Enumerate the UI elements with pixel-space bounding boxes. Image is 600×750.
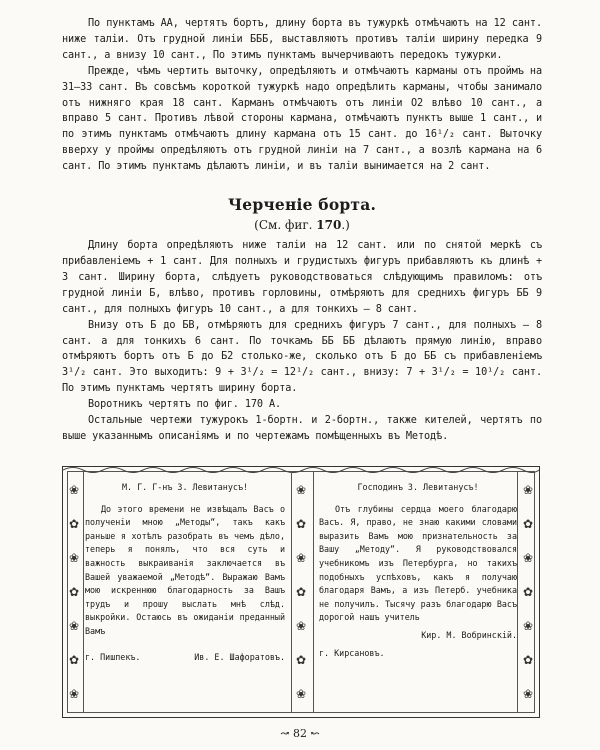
frame-ornament-right xyxy=(521,483,535,701)
flower-ornament-icon: ❀ xyxy=(522,483,534,497)
flower-ornament-icon: ❀ xyxy=(522,551,534,565)
letter-greeting: Господинъ З. Левитанусъ! xyxy=(357,482,479,492)
flower-ornament-icon: ✿ xyxy=(522,517,534,531)
frame-ornament-middle xyxy=(294,483,308,701)
flower-ornament-icon: ❀ xyxy=(68,619,80,633)
flower-ornament-icon: ❀ xyxy=(68,551,80,565)
paragraph-measure-below: Внизу отъ Б до БВ, отмѣряютъ для среднихъ фигуръ 7 сант., для полныхъ — 8 сант. а для тонкихъ 6 сант. По точкамъ ББ ББ дѣлаютъ прямую линію, вправо отмѣряютъ бортъ отъ Б до Б2 столько-же, сколько отъ Б до ББ съ прибавленіемъ 3¹/₂ сант. Это выходитъ: 9 + 3¹/₂ = 12¹/₂ сант., внизу: 7 + 3¹/₂ = 10¹/₂ сант. По этимъ пунктамъ чертятъ ширину борта. xyxy=(62,319,542,395)
page-number xyxy=(0,727,600,740)
letter-body: До этого времени не извѣщалъ Васъ о полученіи мною „Методы“, такъ какъ раньше я хотѣлъ разобрать въ чемъ дѣло, теперь я понялъ, что вся суть и важность выкраиванія заключается въ Вашей уважаемой „Методѣ“. Выражаю Вамъ мою искреннюю благодарность за Вашъ трудъ и прошу выслать мнѣ слѣд. выкройки. Остаюсь въ ожиданіи преданный Вамъ xyxy=(85,503,285,636)
letter-city: г. Пишпекъ. xyxy=(85,651,141,662)
flower-ornament-icon: ✿ xyxy=(295,653,307,667)
frame-divider xyxy=(517,471,518,713)
flower-ornament-icon: ❀ xyxy=(295,551,307,565)
letter-right xyxy=(319,481,517,660)
letter-left xyxy=(85,481,285,664)
flower-ornament-icon: ❀ xyxy=(68,483,80,497)
page-ornament-right-icon: ↜ xyxy=(310,727,320,740)
flower-ornament-icon: ✿ xyxy=(68,653,80,667)
frame-ornament-top xyxy=(63,465,539,475)
paragraph-pockets: Прежде, чѣмъ чертить выточку, опредѣляютъ и отмѣчаютъ карманы отъ проймъ на 31—33 сант. Въ совсѣмъ короткой тужуркѣ надо опредѣлить карманы, чтобы занимало отъ нижняго края 18 сант. Карманъ отмѣчаютъ отъ линіи О2 влѣво 10 сант., а вправо 5 сант. Противъ лѣвой стороны кармана, отмѣчаютъ пунктъ выше 1 сант., и по этимъ пунктамъ отмѣчаютъ длину кармана отъ 15 сант. до 16¹/₂ сант. Выточку вверху у проймы опредѣляютъ отъ грудной линіи на 7 сант., а возлѣ кармана на 6 сант. По этимъ пунктамъ дѣлаютъ линіи, и въ таліи вынимается на 2 сант. xyxy=(62,65,542,173)
flower-ornament-icon: ❀ xyxy=(522,619,534,633)
section-title: Черченіе борта. xyxy=(227,195,377,215)
flower-ornament-icon: ❀ xyxy=(522,687,534,701)
page-text xyxy=(62,16,542,445)
letter-signature-row xyxy=(85,651,285,665)
letter-greeting: М. Г. Г-нъ З. Левитанусъ! xyxy=(121,482,249,492)
subtitle-suffix: .) xyxy=(341,218,350,233)
subtitle-prefix: (См. фиг. xyxy=(254,218,317,233)
flower-ornament-icon: ❀ xyxy=(295,687,307,701)
flower-ornament-icon: ✿ xyxy=(522,585,534,599)
frame-divider xyxy=(313,471,314,713)
paragraph-board-length: По пунктамъ АА, чертятъ бортъ, длину борта въ тужуркѣ отмѣчаютъ на 12 сант. ниже таліи. Отъ грудной линіи БББ, выставляютъ противъ таліи ширину передка 9 сант., а внизу 10 сант., По этимъ пунктамъ вычерчиваютъ передокъ тужурки. xyxy=(62,18,542,61)
letter-body: Отъ глубины сердца моего благодарю Васъ. Я, право, не знаю какими словами выразить Вамъ мою признательность за Вашу „Методу“. Я руководствовался учебникомъ изъ Петербурга, но такихъ подобныхъ успѣховъ, какъ я получаю благодаря Вамъ, а изъ Петерб. учебника не получилъ. Тысячу разъ благодарю Васъ дорогой нашъ учитель xyxy=(319,503,517,623)
flower-ornament-icon: ❀ xyxy=(295,619,307,633)
letter-signature: Кир. М. Вобринскій. xyxy=(421,629,517,640)
letter-signature: Ив. Е. Шафоратовъ. xyxy=(194,651,285,662)
section-subtitle xyxy=(62,218,542,232)
frame-divider xyxy=(83,471,84,713)
letter-city: г. Кирсановъ. xyxy=(319,647,385,658)
flower-ornament-icon: ✿ xyxy=(295,585,307,599)
frame-ornament-left xyxy=(67,483,81,701)
flower-ornament-icon: ✿ xyxy=(295,517,307,531)
testimonial-frame xyxy=(62,466,540,718)
page-number-value: 82 xyxy=(293,727,307,740)
flower-ornament-icon: ❀ xyxy=(68,687,80,701)
figure-number: 170 xyxy=(316,218,342,233)
flower-ornament-icon: ✿ xyxy=(522,653,534,667)
paragraph-other-drawings: Остальные чертежи тужурокъ 1-бортн. и 2-бортн., также кителей, чертятъ по выше указаннымъ описаніямъ и по чертежамъ помѣщенныхъ въ Методѣ. xyxy=(62,415,542,442)
paragraph-collar: Воротникъ чертятъ по фиг. 170 А. xyxy=(88,399,282,411)
page-ornament-left-icon: ↝ xyxy=(280,727,290,740)
frame-divider xyxy=(291,471,292,713)
flower-ornament-icon: ✿ xyxy=(68,585,80,599)
flower-ornament-icon: ❀ xyxy=(295,483,307,497)
paragraph-board-width: Длину борта опредѣляютъ ниже таліи на 12 сант. или по снятой меркѣ съ прибавленіемъ + 1 сант. Для полныхъ и грудистыхъ фигуръ прибавляютъ къ длинѣ + 3 сант. Ширину борта, слѣдуетъ руководствоваться слѣдующимъ правиломъ: отъ грудной линіи Б, влѣво, противъ горловины, отмѣряютъ для среднихъ фигуръ ББ 9 сант., для полныхъ фигуръ 10 сант., а для тонкихъ — 8 сант. xyxy=(62,240,542,315)
letter-signature-row xyxy=(319,629,517,643)
ornament-band-icon xyxy=(63,465,539,475)
flower-ornament-icon: ✿ xyxy=(68,517,80,531)
